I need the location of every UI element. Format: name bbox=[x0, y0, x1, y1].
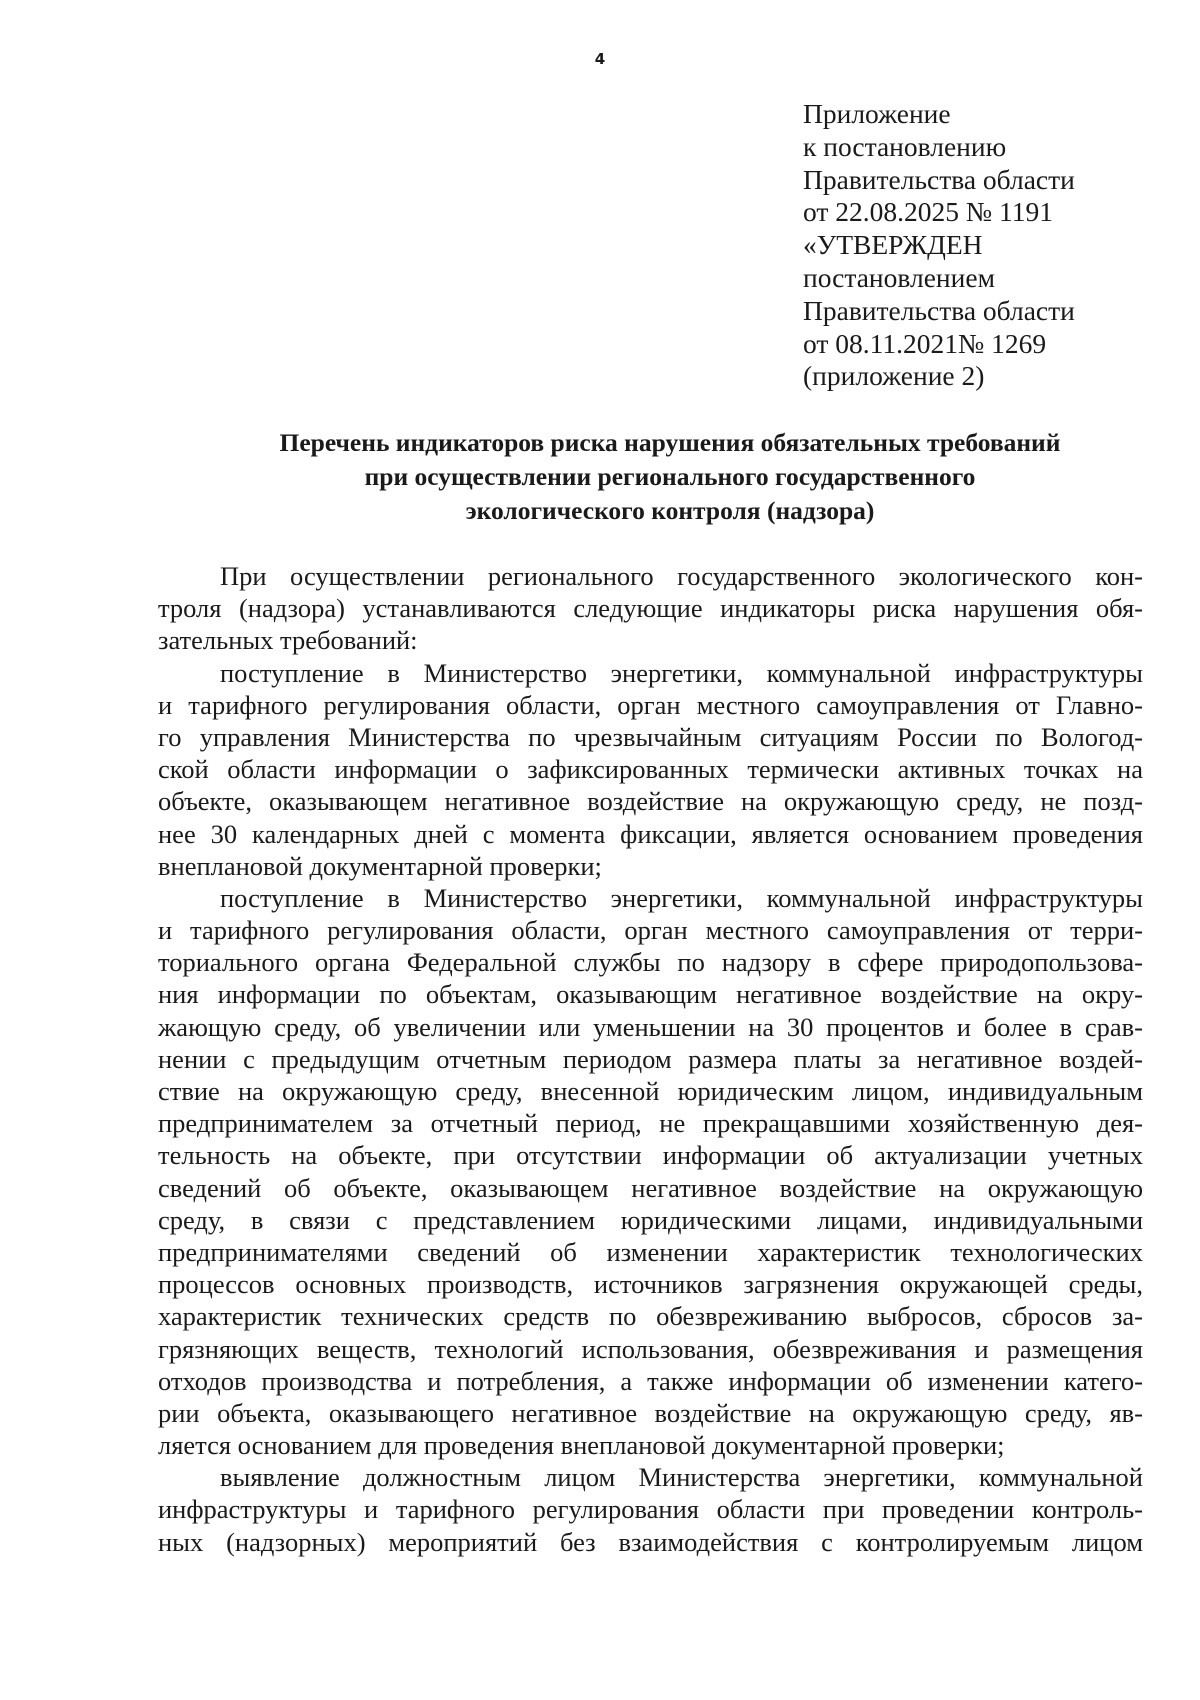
body-line: жающую среду, об увеличении или уменьшении на 30 процентов и более в срав- bbox=[158, 1011, 1143, 1042]
body-line: ляется основанием для проведения внеплановой документарной проверки; bbox=[158, 1430, 1005, 1461]
body-line: троля (надзора) устанавливаются следующие индикаторы риска нарушения обя- bbox=[158, 593, 1143, 624]
body-line: предпринимателями сведений об изменении характеристик технологических bbox=[158, 1236, 1143, 1267]
body-line: среду, в связи с представлением юридическими лицами, индивидуальными bbox=[158, 1204, 1143, 1235]
body-line: поступление в Министерство энергетики, коммунальной инфраструктуры bbox=[220, 882, 1143, 913]
appendix-line: Приложение bbox=[803, 98, 951, 129]
appendix-line: постановлением bbox=[803, 261, 995, 293]
appendix-line: Правительства области bbox=[803, 163, 1075, 195]
body-line: ствие на окружающую среду, внесенной юридическим лицом, индивидуальным bbox=[158, 1076, 1143, 1106]
appendix-line: от 22.08.2025 № 1191 bbox=[803, 196, 1053, 228]
body-line: характеристик технических средств по обезвреживанию выбросов, сбросов за- bbox=[158, 1301, 1143, 1332]
appendix-line: (приложение 2) bbox=[803, 360, 985, 392]
body-line: и тарифного регулирования области, орган местного самоуправления от терри- bbox=[158, 915, 1143, 946]
body-line: отходов производства и потребления, а также информации об изменении катего- bbox=[158, 1365, 1143, 1396]
body-line: При осуществлении регионального государственного экологического кон- bbox=[220, 561, 1143, 591]
body-line: ния информации по объектам, оказывающим негативное воздействие на окру- bbox=[158, 979, 1143, 1010]
body-text bbox=[158, 560, 1143, 1558]
body-line: и тарифного регулирования области, орган местного самоуправления от Главно- bbox=[158, 689, 1143, 720]
body-line: го управления Министерства по чрезвычайным ситуациям России по Вологод- bbox=[158, 721, 1143, 752]
appendix-line: Правительства области bbox=[803, 294, 1075, 326]
document-title bbox=[0, 426, 1200, 528]
appendix-block bbox=[803, 98, 1075, 393]
body-line: инфраструктуры и тарифного регулирования области при проведении контроль- bbox=[158, 1494, 1143, 1525]
body-line: зательных требований: bbox=[158, 625, 418, 656]
body-line: внеплановой документарной проверки; bbox=[158, 850, 602, 881]
body-line: ториального органа Федеральной службы по надзору в сфере природопользова- bbox=[158, 947, 1143, 978]
body-line: поступление в Министерство энергетики, коммунальной инфраструктуры bbox=[220, 657, 1143, 688]
body-line: сведений об объекте, оказывающем негативное воздействие на окружающую bbox=[158, 1172, 1143, 1203]
appendix-line: «УТВЕРЖДЕН bbox=[803, 229, 983, 261]
body-line: ской области информации о зафиксированных термически активных точках на bbox=[158, 754, 1143, 785]
body-line: предпринимателем за отчетный период, не прекращавшими хозяйственную дея- bbox=[158, 1108, 1143, 1139]
page-number: 4 bbox=[594, 50, 606, 68]
appendix-line: от 08.11.2021№ 1269 bbox=[803, 327, 1047, 359]
body-line: объекте, оказывающем негативное воздействие на окружающую среду, не позд- bbox=[158, 786, 1143, 817]
title-line: при осуществлении регионального государственного bbox=[364, 462, 976, 491]
body-line: нении с предыдущим отчетным периодом размера платы за негативное воздей- bbox=[158, 1043, 1143, 1074]
body-line: рии объекта, оказывающего негативное воздействие на окружающую среду, яв- bbox=[158, 1397, 1143, 1428]
body-line: процессов основных производств, источников загрязнения окружающей среды, bbox=[158, 1269, 1143, 1300]
title-line: экологического контроля (надзора) bbox=[465, 496, 875, 525]
appendix-line: к постановлению bbox=[803, 130, 1007, 162]
body-line: нее 30 календарных дней с момента фиксации, является основанием проведения bbox=[158, 818, 1143, 849]
body-line: ных (надзорных) мероприятий без взаимодействия с контролируемым лицом bbox=[158, 1526, 1143, 1557]
title-line: Перечень индикаторов риска нарушения обязательных требований bbox=[279, 428, 1061, 457]
body-line: выявление должностным лицом Министерства энергетики, коммунальной bbox=[220, 1462, 1143, 1493]
body-line: тельность на объекте, при отсутствии информации об актуализации учетных bbox=[158, 1140, 1143, 1171]
body-line: грязняющих веществ, технологий использования, обезвреживания и размещения bbox=[158, 1333, 1143, 1364]
